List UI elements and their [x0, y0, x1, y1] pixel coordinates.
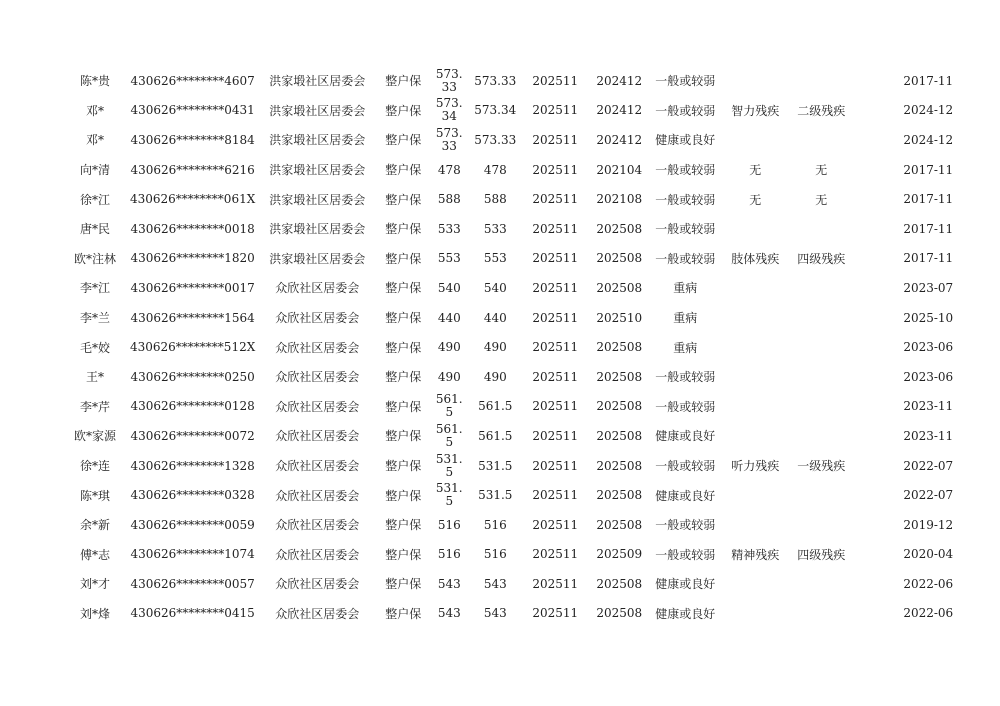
amount-total-cell: 543: [483, 576, 507, 591]
date-cell: 2017-11: [903, 73, 954, 88]
table-row: [60, 125, 959, 155]
assistance-type-cell: 整户保: [385, 222, 422, 237]
blank-cell: [855, 392, 897, 422]
date-cell: 2017-11: [903, 162, 954, 177]
amount-cell: [427, 332, 471, 362]
id-number-cell: 430626********0018: [130, 221, 255, 236]
date-cell: 2024-12: [903, 103, 954, 118]
approval-month-cell: 202508: [596, 251, 643, 266]
community-cell: 众欣社区居委会: [275, 488, 360, 503]
date-cell: 2023-06: [903, 340, 954, 355]
disability-level-cell: [787, 303, 855, 333]
table-row: [60, 214, 959, 244]
approval-month-cell: 202412: [596, 132, 643, 147]
table-row: [60, 66, 959, 96]
amount-cell: [427, 392, 471, 422]
blank-cell: [855, 96, 897, 126]
amount-cell: [427, 451, 471, 481]
amount-total-cell: 540: [483, 280, 507, 295]
approval-month-cell: 202508: [596, 280, 643, 295]
blank-cell: [855, 421, 897, 451]
blank-cell: [855, 332, 897, 362]
amount-cell: [427, 184, 471, 214]
blank-cell: [855, 510, 897, 540]
disability-type-cell: [723, 362, 787, 392]
assistance-type-cell: 整户保: [385, 429, 422, 444]
approval-month-cell: 202508: [596, 221, 643, 236]
amount-total-cell: 543: [483, 606, 507, 621]
community-cell: 众欣社区居委会: [275, 606, 360, 621]
community-cell: 洪家塅社区居委会: [269, 251, 366, 266]
assistance-type-cell: 整户保: [385, 577, 422, 592]
date-cell: 2022-06: [903, 606, 954, 621]
date-cell: 2017-11: [903, 192, 954, 207]
start-month-cell: 202511: [532, 458, 579, 473]
approval-month-cell: 202508: [596, 606, 643, 621]
disability-type-cell: 无: [749, 192, 762, 207]
health-status-cell: 一般或较弱: [655, 251, 716, 266]
date-cell: 2023-07: [903, 280, 954, 295]
amount-text: 490: [437, 340, 461, 355]
amount-text: 531.5: [435, 451, 463, 479]
amount-total-cell: 478: [483, 162, 507, 177]
name-cell: 徐*连: [79, 459, 110, 474]
table-row: [60, 569, 959, 599]
assistance-type-cell: 整户保: [385, 459, 422, 474]
start-month-cell: 202511: [532, 488, 579, 503]
disability-type-cell: [723, 273, 787, 303]
name-cell: 邓*: [85, 103, 104, 118]
community-cell: 众欣社区居委会: [275, 429, 360, 444]
amount-total-cell: 573.33: [474, 73, 517, 88]
table-row: [60, 273, 959, 303]
amount-text: 440: [437, 310, 461, 325]
start-month-cell: 202511: [532, 576, 579, 591]
amount-total-cell: 561.5: [478, 428, 513, 443]
name-cell: 刘*烽: [79, 606, 110, 621]
start-month-cell: 202511: [532, 547, 579, 562]
amount-text: 561.5: [435, 421, 463, 449]
disability-type-cell: [723, 332, 787, 362]
id-number-cell: 430626********0072: [130, 428, 255, 443]
name-cell: 李*芹: [79, 399, 110, 414]
approval-month-cell: 202510: [596, 310, 643, 325]
name-cell: 李*兰: [79, 311, 110, 326]
health-status-cell: 一般或较弱: [655, 399, 716, 414]
blank-cell: [855, 303, 897, 333]
id-number-cell: 430626********0328: [130, 488, 255, 503]
blank-cell: [855, 599, 897, 629]
amount-cell: [427, 362, 471, 392]
health-status-cell: 健康或良好: [655, 606, 716, 621]
date-cell: 2023-11: [903, 428, 954, 443]
amount-total-cell: 490: [483, 340, 507, 355]
table-row: [60, 510, 959, 540]
name-cell: 欧*注林: [73, 251, 116, 266]
health-status-cell: 一般或较弱: [655, 459, 716, 474]
health-status-cell: 健康或良好: [655, 429, 716, 444]
name-cell: 陈*琪: [79, 488, 110, 503]
blank-cell: [855, 155, 897, 185]
health-status-cell: 重病: [673, 311, 698, 326]
health-status-cell: 健康或良好: [655, 133, 716, 148]
blank-cell: [855, 125, 897, 155]
date-cell: 2023-11: [903, 399, 954, 414]
start-month-cell: 202511: [532, 251, 579, 266]
blank-cell: [855, 451, 897, 481]
id-number-cell: 430626********0250: [130, 369, 255, 384]
approval-month-cell: 202508: [596, 488, 643, 503]
id-number-cell: 430626********8184: [130, 132, 255, 147]
assistance-type-cell: 整户保: [385, 606, 422, 621]
assistance-type-cell: 整户保: [385, 399, 422, 414]
date-cell: 2022-07: [903, 458, 954, 473]
disability-type-cell: [723, 214, 787, 244]
name-cell: 邓*: [85, 133, 104, 148]
community-cell: 洪家塅社区居委会: [269, 163, 366, 178]
start-month-cell: 202511: [532, 340, 579, 355]
table-row: [60, 303, 959, 333]
table-row: [60, 392, 959, 422]
assistance-type-cell: 整户保: [385, 311, 422, 326]
table-row: [60, 421, 959, 451]
name-cell: 唐*民: [79, 222, 110, 237]
disability-type-cell: [723, 599, 787, 629]
disability-type-cell: [723, 303, 787, 333]
amount-cell: [427, 125, 471, 155]
health-status-cell: 一般或较弱: [655, 518, 716, 533]
amount-total-cell: 440: [483, 310, 507, 325]
id-number-cell: 430626********1820: [130, 251, 255, 266]
disability-level-cell: [787, 66, 855, 96]
approval-month-cell: 202508: [596, 576, 643, 591]
date-cell: 2017-11: [903, 221, 954, 236]
name-cell: 王*: [85, 370, 104, 385]
disability-level-cell: [787, 214, 855, 244]
amount-text: 540: [437, 280, 461, 295]
amount-cell: [427, 66, 471, 96]
blank-cell: [855, 569, 897, 599]
disability-level-cell: 四级残疾: [797, 547, 846, 562]
assistance-type-cell: 整户保: [385, 488, 422, 503]
id-number-cell: 430626********0057: [130, 576, 255, 591]
assistance-type-cell: 整户保: [385, 281, 422, 296]
disability-level-cell: [787, 362, 855, 392]
name-cell: 李*江: [79, 281, 110, 296]
table-row: [60, 332, 959, 362]
id-number-cell: 430626********0431: [130, 103, 255, 118]
health-status-cell: 一般或较弱: [655, 222, 716, 237]
records-body: [60, 66, 959, 628]
assistance-type-cell: 整户保: [385, 547, 422, 562]
amount-cell: [427, 273, 471, 303]
disability-level-cell: 四级残疾: [797, 251, 846, 266]
health-status-cell: 重病: [673, 281, 698, 296]
amount-cell: [427, 244, 471, 274]
community-cell: 众欣社区居委会: [275, 577, 360, 592]
name-cell: 欧*家源: [73, 429, 116, 444]
disability-type-cell: [723, 66, 787, 96]
amount-text: 533: [437, 221, 461, 236]
date-cell: 2017-11: [903, 251, 954, 266]
name-cell: 徐*江: [79, 192, 110, 207]
id-number-cell: 430626********4607: [130, 73, 255, 88]
table-row: [60, 480, 959, 510]
blank-cell: [855, 66, 897, 96]
assistance-type-cell: 整户保: [385, 518, 422, 533]
community-cell: 众欣社区居委会: [275, 311, 360, 326]
amount-total-cell: 553: [483, 251, 507, 266]
disability-level-cell: 二级残疾: [797, 103, 846, 118]
assistance-type-cell: 整户保: [385, 340, 422, 355]
assistance-type-cell: 整户保: [385, 133, 422, 148]
table-row: [60, 599, 959, 629]
amount-text: 543: [437, 606, 461, 621]
amount-text: 588: [437, 192, 461, 207]
disability-type-cell: [723, 421, 787, 451]
community-cell: 众欣社区居委会: [275, 518, 360, 533]
table-row: [60, 540, 959, 570]
start-month-cell: 202511: [532, 517, 579, 532]
disability-type-cell: 智力残疾: [731, 103, 780, 118]
health-status-cell: 健康或良好: [655, 488, 716, 503]
approval-month-cell: 202108: [596, 192, 643, 207]
health-status-cell: 一般或较弱: [655, 163, 716, 178]
name-cell: 向*清: [79, 163, 110, 178]
assistance-type-cell: 整户保: [385, 74, 422, 89]
disability-type-cell: 精神残疾: [731, 547, 780, 562]
disability-level-cell: 无: [815, 192, 828, 207]
amount-cell: [427, 569, 471, 599]
disability-level-cell: [787, 273, 855, 303]
name-cell: 毛*姣: [79, 340, 110, 355]
start-month-cell: 202511: [532, 162, 579, 177]
community-cell: 众欣社区居委会: [275, 399, 360, 414]
approval-month-cell: 202508: [596, 428, 643, 443]
community-cell: 洪家塅社区居委会: [269, 222, 366, 237]
amount-cell: [427, 155, 471, 185]
health-status-cell: 一般或较弱: [655, 370, 716, 385]
disability-level-cell: [787, 392, 855, 422]
blank-cell: [855, 480, 897, 510]
date-cell: 2023-06: [903, 369, 954, 384]
amount-cell: [427, 480, 471, 510]
amount-cell: [427, 303, 471, 333]
id-number-cell: 430626********061X: [130, 192, 256, 207]
approval-month-cell: 202508: [596, 458, 643, 473]
table-row: [60, 155, 959, 185]
assistance-type-cell: 整户保: [385, 370, 422, 385]
date-cell: 2020-04: [903, 547, 954, 562]
disability-type-cell: 听力残疾: [731, 459, 780, 474]
start-month-cell: 202511: [532, 221, 579, 236]
amount-total-cell: 573.33: [474, 132, 517, 147]
start-month-cell: 202511: [532, 73, 579, 88]
amount-total-cell: 531.5: [478, 458, 513, 473]
id-number-cell: 430626********6216: [130, 162, 255, 177]
amount-total-cell: 490: [483, 369, 507, 384]
start-month-cell: 202511: [532, 103, 579, 118]
health-status-cell: 一般或较弱: [655, 74, 716, 89]
assistance-type-cell: 整户保: [385, 103, 422, 118]
approval-month-cell: 202412: [596, 103, 643, 118]
start-month-cell: 202511: [532, 369, 579, 384]
table-row: [60, 362, 959, 392]
amount-total-cell: 588: [483, 192, 507, 207]
start-month-cell: 202511: [532, 310, 579, 325]
amount-text: 531.5: [435, 481, 463, 509]
amount-total-cell: 531.5: [478, 488, 513, 503]
amount-cell: [427, 214, 471, 244]
community-cell: 洪家塅社区居委会: [269, 103, 366, 118]
amount-cell: [427, 510, 471, 540]
table-row: [60, 184, 959, 214]
health-status-cell: 一般或较弱: [655, 103, 716, 118]
date-cell: 2024-12: [903, 132, 954, 147]
name-cell: 陈*贵: [79, 74, 110, 89]
date-cell: 2025-10: [903, 310, 954, 325]
disability-level-cell: [787, 332, 855, 362]
disability-type-cell: [723, 480, 787, 510]
approval-month-cell: 202508: [596, 340, 643, 355]
id-number-cell: 430626********0128: [130, 399, 255, 414]
disability-level-cell: [787, 421, 855, 451]
amount-text: 516: [437, 517, 461, 532]
approval-month-cell: 202104: [596, 162, 643, 177]
blank-cell: [855, 184, 897, 214]
disability-level-cell: [787, 599, 855, 629]
blank-cell: [855, 362, 897, 392]
blank-cell: [855, 214, 897, 244]
date-cell: 2022-07: [903, 488, 954, 503]
amount-text: 553: [437, 251, 461, 266]
health-status-cell: 一般或较弱: [655, 547, 716, 562]
approval-month-cell: 202508: [596, 369, 643, 384]
community-cell: 众欣社区居委会: [275, 459, 360, 474]
disability-type-cell: [723, 510, 787, 540]
assistance-type-cell: 整户保: [385, 251, 422, 266]
id-number-cell: 430626********1564: [130, 310, 255, 325]
id-number-cell: 430626********1074: [130, 547, 255, 562]
community-cell: 洪家塅社区居委会: [269, 192, 366, 207]
id-number-cell: 430626********0017: [130, 280, 255, 295]
start-month-cell: 202511: [532, 606, 579, 621]
amount-cell: [427, 540, 471, 570]
health-status-cell: 重病: [673, 340, 698, 355]
name-cell: 刘*才: [79, 577, 110, 592]
assistance-type-cell: 整户保: [385, 192, 422, 207]
approval-month-cell: 202508: [596, 517, 643, 532]
table-row: [60, 96, 959, 126]
disability-level-cell: 一级残疾: [797, 459, 846, 474]
disability-level-cell: [787, 480, 855, 510]
community-cell: 洪家塅社区居委会: [269, 133, 366, 148]
records-table: [60, 66, 959, 628]
amount-total-cell: 516: [483, 517, 507, 532]
amount-text: 516: [437, 547, 461, 562]
community-cell: 众欣社区居委会: [275, 340, 360, 355]
start-month-cell: 202511: [532, 399, 579, 414]
amount-cell: [427, 96, 471, 126]
date-cell: 2019-12: [903, 517, 954, 532]
disability-level-cell: [787, 125, 855, 155]
id-number-cell: 430626********0415: [130, 606, 255, 621]
amount-cell: [427, 421, 471, 451]
disability-type-cell: 无: [749, 163, 762, 178]
start-month-cell: 202511: [532, 192, 579, 207]
amount-text: 573.33: [435, 125, 463, 153]
approval-month-cell: 202509: [596, 547, 643, 562]
amount-text: 573.34: [435, 96, 463, 124]
amount-text: 543: [437, 576, 461, 591]
disability-level-cell: [787, 569, 855, 599]
start-month-cell: 202511: [532, 132, 579, 147]
amount-total-cell: 516: [483, 547, 507, 562]
amount-text: 561.5: [435, 392, 463, 420]
amount-cell: [427, 599, 471, 629]
disability-type-cell: 肢体残疾: [731, 251, 780, 266]
amount-total-cell: 533: [483, 221, 507, 236]
blank-cell: [855, 244, 897, 274]
health-status-cell: 一般或较弱: [655, 192, 716, 207]
health-status-cell: 健康或良好: [655, 577, 716, 592]
amount-text: 573.33: [435, 66, 463, 94]
approval-month-cell: 202508: [596, 399, 643, 414]
community-cell: 众欣社区居委会: [275, 281, 360, 296]
table-row: [60, 451, 959, 481]
name-cell: 余*新: [79, 518, 110, 533]
name-cell: 傅*志: [79, 547, 110, 562]
community-cell: 洪家塅社区居委会: [269, 74, 366, 89]
start-month-cell: 202511: [532, 428, 579, 443]
table-row: [60, 244, 959, 274]
disability-type-cell: [723, 125, 787, 155]
start-month-cell: 202511: [532, 280, 579, 295]
disability-level-cell: [787, 510, 855, 540]
assistance-type-cell: 整户保: [385, 163, 422, 178]
id-number-cell: 430626********0059: [130, 517, 255, 532]
date-cell: 2022-06: [903, 576, 954, 591]
amount-text: 490: [437, 369, 461, 384]
blank-cell: [855, 540, 897, 570]
amount-total-cell: 573.34: [474, 103, 517, 118]
approval-month-cell: 202412: [596, 73, 643, 88]
community-cell: 众欣社区居委会: [275, 370, 360, 385]
disability-level-cell: 无: [815, 163, 828, 178]
blank-cell: [855, 273, 897, 303]
amount-text: 478: [437, 162, 461, 177]
id-number-cell: 430626********1328: [130, 458, 255, 473]
id-number-cell: 430626********512X: [130, 340, 256, 355]
amount-total-cell: 561.5: [478, 399, 513, 414]
disability-type-cell: [723, 569, 787, 599]
disability-type-cell: [723, 392, 787, 422]
community-cell: 众欣社区居委会: [275, 547, 360, 562]
